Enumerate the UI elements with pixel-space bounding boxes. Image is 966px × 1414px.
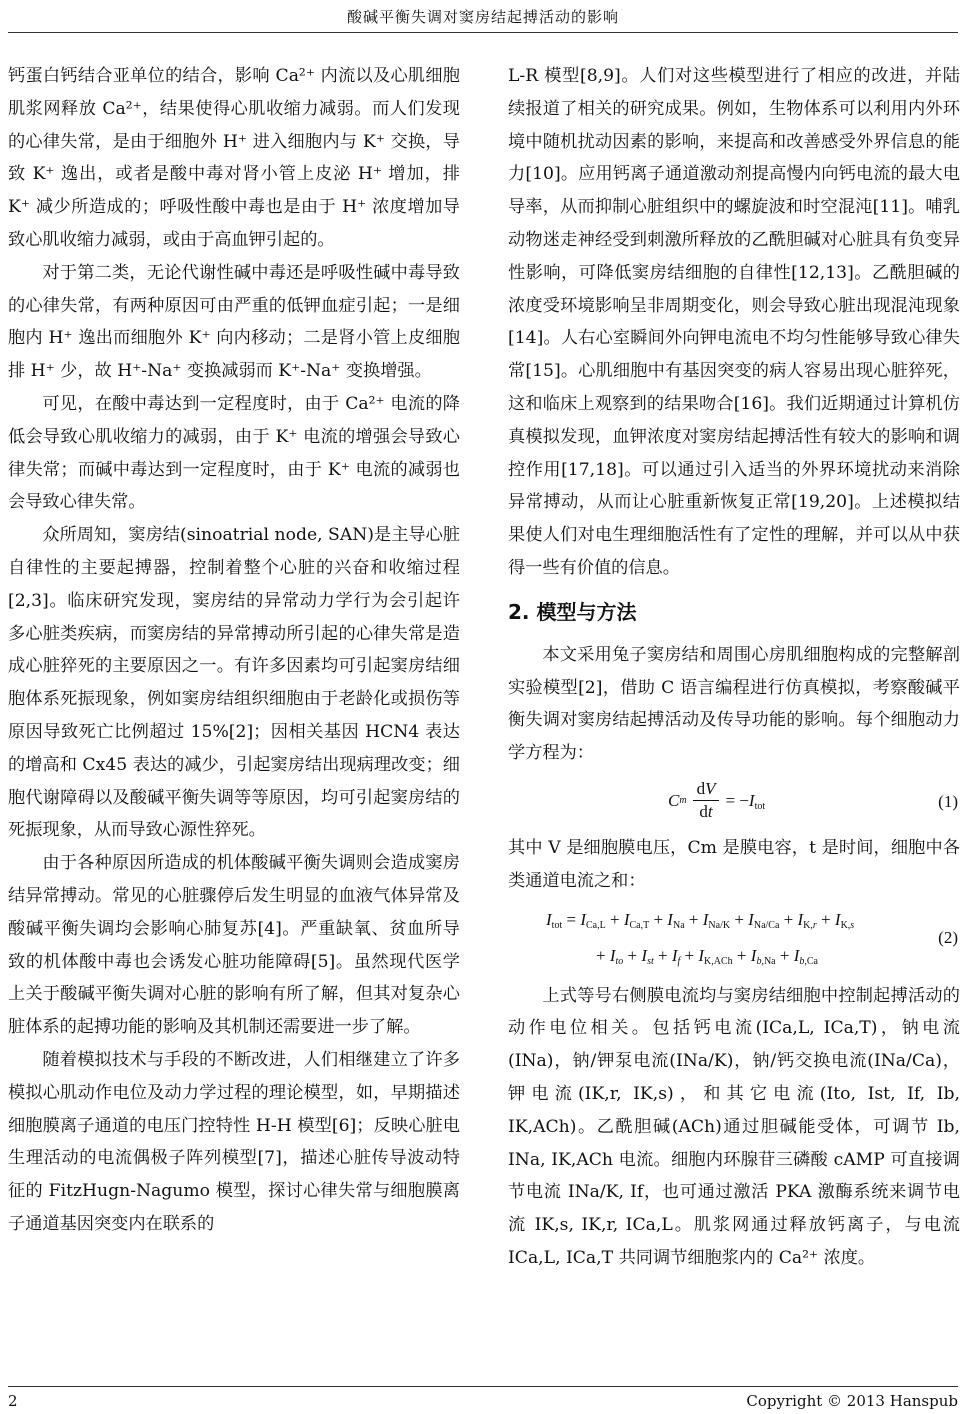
running-title: 酸碱平衡失调对窦房结起搏活动的影响 [346, 8, 619, 26]
right-column [508, 60, 960, 1275]
page-number: 2 [8, 1392, 18, 1410]
paragraph: 钙蛋白钙结合亚单位的结合，影响 Ca²⁺ 内流以及心肌细胞肌浆网释放 Ca²⁺，结果使得心肌收缩力减弱。而人们发现的心律失常，是由于细胞外 H⁺ 进入细胞内与 K⁺ 交换，导致 K⁺ 逸出，或者是酸中毒对肾小管上皮泌 H⁺ 增加，排 K⁺ 减少所造成的；呼吸性酸中毒也是由于 H⁺ 浓度增加导致心肌收缩力减弱，或由于高血钾引起的。 [8, 66, 460, 250]
paragraph: 本文采用兔子窦房结和周围心房肌细胞构成的完整解剖实验模型[2]，借助 C 语言编程进行仿真模拟，考察酸碱平衡失调对窦房结起搏活动及传导功能的影响。每个细胞动力学方程为： [508, 644, 960, 764]
paragraph: 由于各种原因所造成的机体酸碱平衡失调则会造成窦房结异常搏动。常见的心脏骤停后发生明显的血液气体异常及酸碱平衡失调均会影响心肺复苏[4]。严重缺氧、贫血所导致的机体酸中毒也会诱发心脏功能障碍[5]。虽然现代医学上关于酸碱平衡失调对心脏的影响有所了解，但其对复杂心脏体系的起搏功能的影响及其机制还需要进一步了解。 [8, 853, 460, 1038]
paragraph: 其中 V 是细胞膜电压，Cm 是膜电容，t 是时间，细胞中各类通道电流之和： [508, 837, 960, 891]
left-column [8, 60, 460, 1241]
footer-rule [8, 1386, 958, 1387]
equation-number: (1) [938, 791, 958, 811]
equation-number: (2) [938, 927, 958, 947]
paragraph: 可见，在酸中毒达到一定程度时，由于 Ca²⁺ 电流的降低会导致心肌收缩力的减弱，由于 K⁺ 电流的增强会导致心律失常；而碱中毒达到一定程度时，由于 K⁺ 电流的减弱也会导致心律失常。 [8, 393, 460, 513]
paragraph: L-R 模型[8,9]。人们对这些模型进行了相应的改进，并陆续报道了相关的研究成果。例如，生物体系可以利用内外环境中随机扰动因素的影响，来提高和改善感受外界信息的能力[10]。应用钙离子通道激动剂提高慢内向钙电流的最大电导率，从而抑制心脏组织中的螺旋波和时空混沌[11]。哺乳动物迷走神经受到刺激所释放的乙酰胆碱对心脏具有负变异性影响，可降低窦房结细胞的自律性[12,13]。乙酰胆碱的浓度受环境影响呈非周期变化，则会导致心脏出现混沌现象[14]。人右心室瞬间外向钾电流电不均匀性能够导致心律失常[15]。心肌细胞中有基因突变的病人容易出现心脏猝死，这和临床上观察到的结果吻合[16]。我们近期通过计算机仿真模拟发现，血钾浓度对窦房结起搏活性有较大的影响和调控作用[17,18]。可以通过引入适当的外界环境扰动来消除异常搏动，从而让心脏重新恢复正常[19,20]。上述模拟结果使人们对电生理细胞活性有了定性的理解，并可以从中获得一些有价值的信息。 [508, 66, 960, 578]
equation-1: C m $\frac{dV}{dt}$ = $-I_{tot}$ (1) [668, 779, 958, 822]
paragraph: 对于第二类，无论代谢性碱中毒还是呼吸性碱中毒导致的心律失常，有两种原因可由严重的低钾血症引起；一是细胞内 H⁺ 逸出而细胞外 K⁺ 向内移动；二是肾小管上皮细胞排 H⁺ 少，故 H⁺-Na⁺ 变换减弱而 K⁺-Na⁺ 变换增强。 [8, 262, 460, 382]
section-title: 2. 模型与方法 [508, 599, 637, 624]
paragraph: 随着模拟技术与手段的不断改进，人们相继建立了许多模拟心肌动作电位及动力学过程的理论模型，如，早期描述细胞膜离子通道的电压门控特性 H-H 模型[6]；反映心脏电生理活动的电流偶极子阵列模型[7]，描述心脏传导波动特征的 FitzHugn-Nagumo 模型，探讨心律失常与细胞膜离子通道基因突变内在联系的 [8, 1049, 460, 1234]
paragraph: 众所周知，窦房结(sinoatrial node, SAN)是主导心脏自律性的主要起搏器，控制着整个心脏的兴奋和收缩过程[2,3]。临床研究发现，窦房结的异常动力学行为会引起许多心脏类疾病，而窦房结的异常搏动所引起的心律失常是造成心脏猝死的主要原因之一。有许多因素均可引起窦房结细胞体系死振现象，例如窦房结组织细胞由于老龄化或损伤等原因导致死亡比例超过 15%[2]；因相关基因 HCN4 表达的增高和 Cx45 表达的减少，引起窦房结出现病理改变；细胞代谢障碍以及酸碱平衡失调等等原因，均可引起窦房结的死振现象，从而导致心源性猝死。 [8, 525, 460, 841]
equation-2: $I_{tot} = I_{Ca,L} + I_{Ca,T} + I_{Na} + I_{Na/K} + I_{Na/Ca} + I_{K,r} + I_{K,s}$ + $I_{to} + I_{st} + I_f + I_{K,ACh} + I_{b,Na} + I_{b,Ca}$ (2) [546, 909, 958, 967]
copyright: Copyright © 2013 Hanspub [746, 1392, 958, 1410]
paragraph: 上式等号右侧膜电流均与窦房结细胞中控制起搏活动的动作电位相关。包括钙电流(ICa,L, ICa,T)，钠电流(INa)，钠/钾泵电流(INa/K)，钠/钙交换电流(INa/Ca)，钾电流(IK,r, IK,s)，和其它电流(Ito, Ist, If, Ib, IK,ACh)。乙酰胆碱(ACh)通过胆碱能受体，可调节 Ib, INa, IK,ACh 电流。细胞内环腺苷三磷酸 cAMP 可直接调节电流 INa/K, If，也可通过激活 PKA 激酶系统来调节电流 IK,s, IK,r, ICa,L。肌浆网通过释放钙离子，与电流 ICa,L, ICa,T 共同调节细胞浆内的 Ca²⁺ 浓度。 [508, 985, 960, 1268]
header-rule [8, 32, 958, 33]
